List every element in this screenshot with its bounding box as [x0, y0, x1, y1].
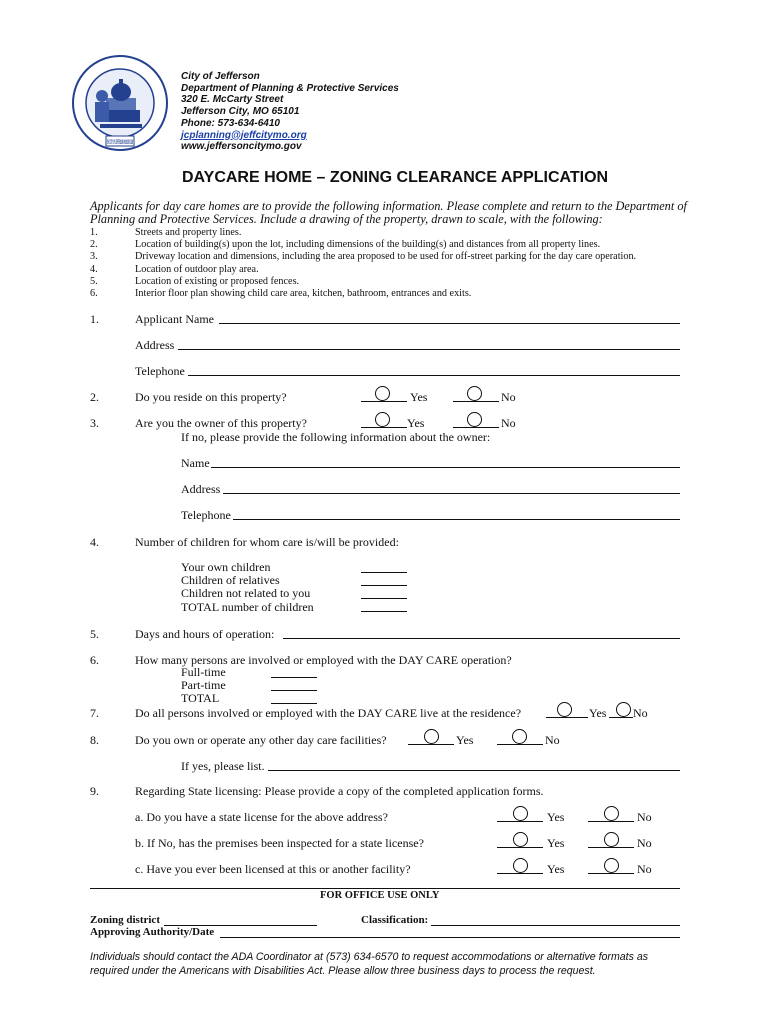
total-persons-field[interactable] [271, 703, 317, 704]
q9b-yes-radio[interactable] [513, 832, 528, 847]
applicant-telephone-field[interactable] [188, 375, 680, 376]
q9c-yes-label: Yes [547, 862, 565, 876]
q9b-no-field[interactable] [588, 847, 634, 848]
ada-notice-line-1: Individuals should contact the ADA Coordinator at (573) 634-6570 to request accommodations or alternative formats as [90, 951, 649, 963]
owner-telephone-field[interactable] [233, 519, 680, 520]
full-time-field[interactable] [271, 677, 317, 678]
list-item: 1. Streets and property lines. [90, 227, 242, 238]
q5-number: 5. [90, 627, 99, 641]
q3-yes-radio[interactable] [375, 412, 390, 427]
q7-yes-field[interactable] [546, 717, 588, 718]
q9a-no-field[interactable] [588, 821, 634, 822]
total-children-field[interactable] [361, 611, 407, 612]
own-children-label: Your own children [181, 560, 271, 574]
q4-question: Number of children for whom care is/will be provided: [135, 535, 399, 549]
q2-yes-field[interactable] [361, 401, 407, 402]
q4-number: 4. [90, 535, 99, 549]
q7-no-field[interactable] [609, 717, 633, 718]
q9c-no-field[interactable] [588, 873, 634, 874]
owner-name-label: Name [181, 456, 210, 470]
q8-yes-radio[interactable] [424, 729, 439, 744]
q3-owner-note: If no, please provide the following information about the owner: [181, 430, 491, 444]
q9c-yes-radio[interactable] [513, 858, 528, 873]
unrelated-children-field[interactable] [361, 598, 407, 599]
q3-no-field[interactable] [453, 427, 499, 428]
drawing-requirements-list [90, 227, 636, 300]
relatives-children-field[interactable] [361, 585, 407, 586]
owner-telephone-label: Telephone [181, 508, 231, 522]
q9b-yes-field[interactable] [497, 847, 543, 848]
q3-yes-field[interactable] [361, 427, 407, 428]
days-hours-field[interactable] [283, 638, 680, 639]
q9c-no-radio[interactable] [604, 858, 619, 873]
page-title: DAYCARE HOME – ZONING CLEARANCE APPLICATION [182, 169, 609, 186]
q2-no-field[interactable] [453, 401, 499, 402]
q9-number: 9. [90, 784, 99, 798]
q7-no-label: No [633, 706, 648, 720]
q9a-no-radio[interactable] [604, 806, 619, 821]
total-children-label: TOTAL number of children [181, 599, 314, 614]
q3-no-label: No [501, 416, 516, 430]
owner-address-label: Address [181, 482, 221, 496]
q6-number: 6. [90, 653, 99, 667]
owner-name-field[interactable] [211, 467, 680, 468]
q7-question: Do all persons involved or employed with the DAY CARE live at the residence? [135, 706, 522, 720]
q1-number: 1. [90, 312, 99, 326]
q2-question: Do you reside on this property? [135, 390, 287, 404]
q9b-question: b. If No, has the premises been inspected for a state license? [135, 836, 424, 850]
classification-label: Classification: [361, 914, 429, 926]
q2-number: 2. [90, 390, 99, 404]
q8-followup-label: If yes, please list. [181, 759, 265, 773]
q8-no-label: No [545, 733, 560, 747]
unrelated-children-label: Children not related to you [181, 586, 311, 601]
q2-no-label: No [501, 390, 516, 404]
q7-yes-label: Yes [589, 706, 607, 720]
q5-question: Days and hours of operation: [135, 627, 275, 641]
street-address: 320 E. McCarty Street [181, 94, 284, 106]
city-seal [70, 52, 170, 155]
city-state-zip: Jefferson City, MO 65101 [181, 106, 300, 118]
q2-yes-label: Yes [410, 390, 428, 404]
q2-no-radio[interactable] [467, 386, 482, 401]
applicant-name-field[interactable] [219, 323, 680, 324]
q9a-question: a. Do you have a state license for the above address? [135, 810, 388, 824]
applicant-address-field[interactable] [178, 349, 680, 350]
q8-question: Do you own or operate any other day care facilities? [135, 733, 387, 747]
applicant-telephone-label: Telephone [135, 364, 185, 378]
owner-address-field[interactable] [223, 493, 680, 494]
list-item: 4. Location of outdoor play area. [90, 263, 259, 275]
q9b-yes-label: Yes [547, 836, 565, 850]
zoning-district-label: Zoning district [90, 914, 160, 926]
list-item: 5. Location of existing or proposed fences. [90, 275, 300, 287]
q9c-yes-field[interactable] [497, 873, 543, 874]
q3-question: Are you the owner of this property? [135, 416, 307, 430]
q8-yes-label: Yes [456, 733, 474, 747]
classification-field[interactable] [431, 925, 680, 926]
office-divider [90, 888, 680, 889]
q9a-no-label: No [637, 810, 652, 824]
office-use-heading: FOR OFFICE USE ONLY [320, 890, 440, 901]
part-time-field[interactable] [271, 690, 317, 691]
q7-number: 7. [90, 706, 99, 720]
q9a-yes-radio[interactable] [513, 806, 528, 821]
email-link[interactable]: jcplanning@jeffcitymo.org [181, 129, 307, 141]
q9-question: Regarding State licensing: Please provide a copy of the completed application forms. [135, 784, 544, 798]
q3-yes-label: Yes [407, 416, 425, 430]
seal-year: THE CITY OF JEFFERSON MISSOURI 1839 [107, 140, 134, 146]
approving-authority-field[interactable] [220, 937, 680, 938]
q9a-yes-label: Yes [547, 810, 565, 824]
list-item: 3. Driveway location and dimensions, including the area proposed to be used for off-street parking for the day care operation. [90, 251, 637, 263]
q8-no-radio[interactable] [512, 729, 527, 744]
q9c-no-label: No [637, 862, 652, 876]
ada-notice-line-2: required under the Americans with Disabilities Act. Please allow three business days to process the request. [90, 965, 596, 977]
q7-no-radio[interactable] [616, 702, 631, 717]
q2-yes-radio[interactable] [375, 386, 390, 401]
q9b-no-radio[interactable] [604, 832, 619, 847]
part-time-label: Part-time [181, 678, 226, 693]
list-item: 2. Location of building(s) upon the lot, including dimensions of the building(s) and distances from all property lines. [90, 239, 601, 251]
department-name: Department of Planning & Protective Services [181, 82, 399, 94]
intro-line-1: Applicants for day care homes are to provide the following information. Please complete and return to the Department of [90, 199, 687, 213]
intro-line-2: Planning and Protective Services. Include a drawing of the property, drawn to scale, with the following: [90, 212, 603, 226]
relatives-children-label: Children of relatives [181, 573, 280, 588]
q9b-no-label: No [637, 836, 652, 850]
list-item: 6. Interior floor plan showing child care area, kitchen, bathroom, entrances and exits. [90, 288, 472, 300]
q9c-question: c. Have you ever been licensed at this or another facility? [135, 862, 411, 876]
q3-no-radio[interactable] [467, 412, 482, 427]
full-time-label: Full-time [181, 665, 226, 679]
q8-yes-field[interactable] [408, 744, 454, 745]
own-children-field[interactable] [361, 572, 407, 573]
website-link[interactable]: www.jeffersoncitymo.gov [181, 141, 302, 153]
applicant-name-label: Applicant Name [135, 312, 214, 326]
q6-question: How many persons are involved or employed with the DAY CARE operation? [135, 653, 512, 667]
other-facilities-field[interactable] [268, 770, 680, 771]
total-persons-label: TOTAL [181, 691, 220, 706]
approving-authority-label: Approving Authority/Date [90, 926, 215, 938]
phone-number: Phone: 573-634-6410 [181, 117, 280, 129]
org-name: City of Jefferson [181, 71, 260, 82]
q3-number: 3. [90, 416, 99, 430]
q9a-yes-field[interactable] [497, 821, 543, 822]
q8-number: 8. [90, 733, 99, 747]
q7-yes-radio[interactable] [557, 702, 572, 717]
applicant-address-label: Address [135, 338, 175, 352]
q8-no-field[interactable] [497, 744, 543, 745]
